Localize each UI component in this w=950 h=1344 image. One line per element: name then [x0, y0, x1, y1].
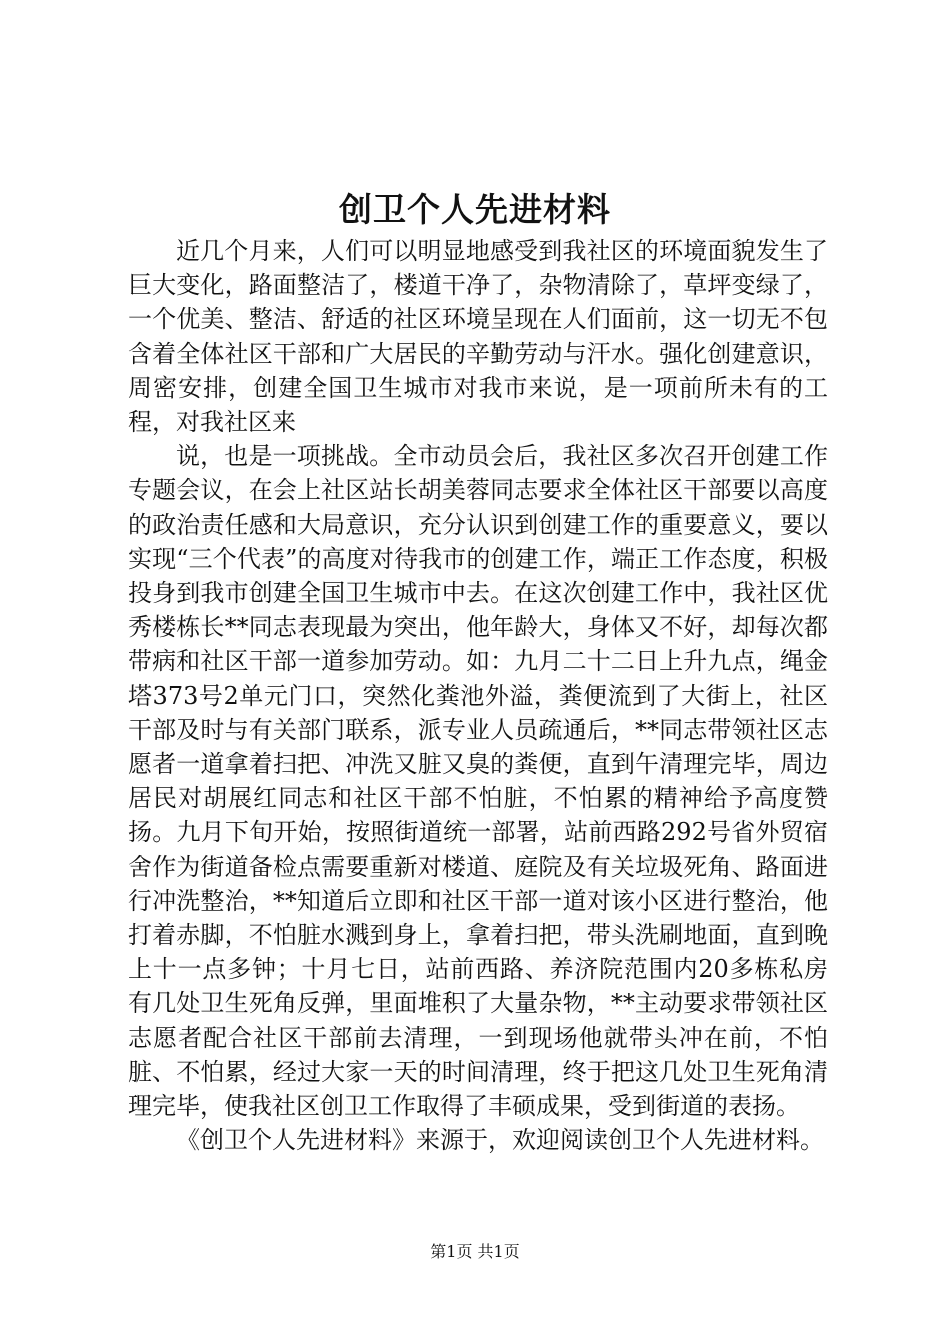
paragraph-main: 说，也是一项挑战。全市动员会后，我社区多次召开创建工作专题会议，在会上社区站长胡美蓉同志要求全体社区干部要以高度的政治责任感和大局意识，充分认识到创建工作的重要意义，要以实现“三个代表”的高度对待我市的创建工作，端正工作态度，积极投身到我市创建全国卫生城市中去。在这次创建工作中，我社区优秀楼栋长**同志表现最为突出，他年龄大，身体又不好，却每次都带病和社区干部一道参加劳动。如：九月二十二日上升九点，绳金塔373号2单元门口，突然化粪池外溢，粪便流到了大街上，社区干部及时与有关部门联系，派专业人员疏通后，**同志带领社区志愿者一道拿着扫把、冲洗又脏又臭的粪便，直到午清理完毕，周边居民对胡展红同志和社区干部不怕脏，不怕累的精神给予高度赞扬。九月下旬开始，按照街道统一部署，站前西路292号省外贸宿舍作为街道备检点需要重新对楼道、庭院及有关垃圾死角、路面进行冲洗整治，**知道后立即和社区干部一道对该小区进行整治，他打着赤脚，不怕脏水溅到身上，拿着扫把，带头洗刷地面，直到晚上十一点多钟；十月七日，站前西路、养济院范围内20多栋私房有几处卫生死角反弹，里面堆积了大量杂物，**主动要求带领社区志愿者配合社区干部前去清理，一到现场他就带头冲在前，不怕脏、不怕累，经过大家一天的时间清理，终于把这几处卫生死角清理完毕，使我社区创卫工作取得了丰硕成果，受到街道的表扬。	[128, 442, 828, 1121]
document-title: 创卫个人先进材料	[339, 190, 611, 229]
paragraph-source: 《创卫个人先进材料》来源于，欢迎阅读创卫个人先进材料。	[176, 1126, 824, 1155]
document-body	[128, 234, 828, 1157]
page-number-footer: 第1页 共1页	[430, 1242, 520, 1261]
paragraph-intro: 近几个月来，人们可以明显地感受到我社区的环境面貌发生了巨大变化，路面整洁了，楼道干净了，杂物清除了，草坪变绿了，一个优美、整洁、舒适的社区环境呈现在人们面前，这一切无不包含着全体社区干部和广大居民的辛勤劳动与汗水。强化创建意识，周密安排，创建全国卫生城市对我市来说，是一项前所未有的工程，对我社区来	[128, 237, 828, 437]
